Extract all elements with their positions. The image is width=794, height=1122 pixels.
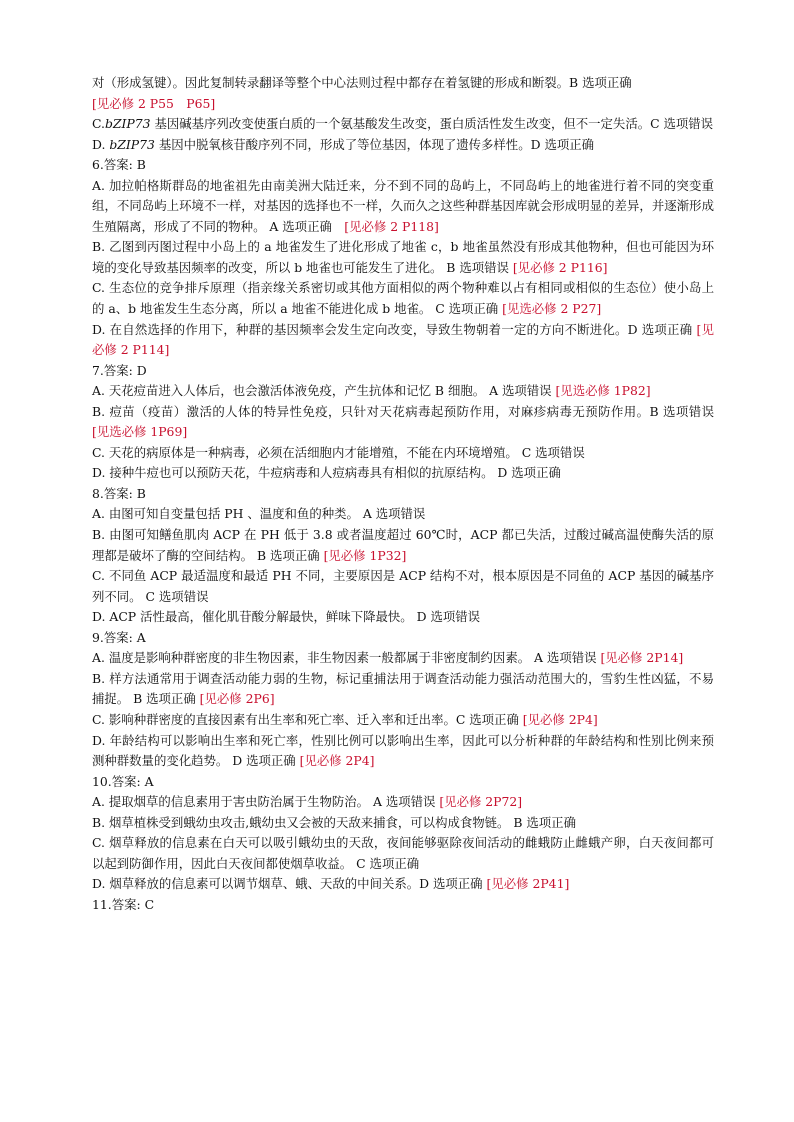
- q6-c-text: C. 生态位的竞争排斥原理（指亲缘关系密切或其他方面相似的两个物种难以占有相同或相似的生态位）使小岛上的 a、b 地雀发生生态分离，所以 a 地雀不能进化成 b 地雀。 C 选项正确: [92, 280, 714, 317]
- q5-option-d: [92, 135, 714, 156]
- q6-a-ref: [见必修 2 P118]: [344, 218, 439, 234]
- q10-a-text: A. 提取烟草的信息素用于害虫防治属于生物防治。 A 选项错误: [92, 794, 440, 810]
- q9-a-text: A. 温度是影响种群密度的非生物因素，非生物因素一般都属于非密度制约因素。 A 选项错误: [92, 650, 601, 666]
- q11-answer: 11.答案: C: [92, 896, 155, 912]
- q8-option-d: D. ACP 活性最高，催化肌苷酸分解最快，鲜味下降最快。 D 选项错误: [92, 609, 481, 625]
- q9-c-ref: [见必修 2P4]: [522, 711, 598, 727]
- q10-d-text: D. 烟草释放的信息素可以调节烟草、蛾、天敌的中间关系。D 选项正确: [92, 876, 487, 892]
- q5-c-text: 基因碱基序列改变使蛋白质的一个氨基酸发生改变，蛋白质活性发生改变，但不一定失活。C 选项错误: [150, 116, 714, 132]
- q10-d-ref: [见必修 2P41]: [486, 876, 570, 892]
- q10-option-b: B. 烟草植株受到蛾幼虫攻击,蛾幼虫又会被的天敌来捕食，可以构成食物链。 B 选项正确: [92, 814, 576, 830]
- q9-a-ref: [见必修 2P14]: [600, 650, 684, 666]
- q7-b-text: B. 痘苗（疫苗）激活的人体的特异性免疫，只针对天花病毒起预防作用，对麻疹病毒无预防作用。B 选项错误: [92, 403, 727, 419]
- q9-d-text: D. 年龄结构可以影响出生率和死亡率，性别比例可以影响出生率，因此可以分析种群的年龄结构和性别比例来预测种群数量的变化趋势。 D 选项正确: [92, 732, 714, 769]
- q10-answer: 10.答案: A: [92, 773, 154, 789]
- q6-option-a: [92, 176, 714, 238]
- q8-option-c: C. 不同鱼 ACP 最适温度和最适 PH 不同，主要原因是 ACP 结构不对，根本原因是不同鱼的 ACP 基因的碱基序列不同。 C 选项错误: [92, 568, 714, 604]
- q5-c-gene-name: bZIP73: [104, 116, 151, 132]
- q6-a-text: A. 加拉帕格斯群岛的地雀祖先由南美洲大陆迁来，分不到不同的岛屿上，不同岛屿上的地雀进行着不同的突变重组，不同岛屿上环境不一样，对基因的选择也不一样，久而久之这些种群基因库就会形成明显的差异，并逐渐形成生殖隔离，形成了不同的物种。 A 选项正确: [92, 177, 714, 234]
- q10-a-ref: [见必修 2P72]: [439, 794, 523, 810]
- q10-option-a: [92, 792, 714, 813]
- q5-c-prefix: C.: [92, 116, 105, 132]
- q5-b-tail-text: 对（形成氢键）。因此复制转录翻译等整个中心法则过程中都存在着氢键的形成和断裂。B 选项正确: [92, 75, 632, 90]
- q9-d-ref: [见必修 2P4]: [299, 753, 375, 769]
- q6-option-d: [92, 320, 714, 361]
- q7-option-c: C. 天花的病原体是一种病毒，必须在活细胞内才能增殖，不能在内环境增殖。 C 选项错误: [92, 444, 585, 460]
- q6-d-ref: [见必修 2 P114]: [92, 321, 714, 358]
- q5-option-c: [92, 114, 714, 135]
- q7-a-ref: [见选必修 1P82]: [555, 383, 651, 399]
- q9-option-c: [92, 710, 714, 731]
- q6-c-ref: [见选必修 2 P27]: [502, 301, 602, 317]
- q10-option-c: C. 烟草释放的信息素在白天可以吸引蛾幼虫的天敌，夜间能够驱除夜间活动的雌蛾防止雌蛾产卵，白天夜间都可以起到防御作用，因此白天夜间都使烟草收益。 C 选项正确: [92, 835, 714, 871]
- q9-b-text: B. 样方法通常用于调查活动能力弱的生物，标记重捕法用于调查活动能力强活动范围大的，雪豹生性凶猛，不易捕捉。 B 选项正确: [92, 670, 714, 707]
- q6-b-text: B. 乙图到丙图过程中小岛上的 a 地雀发生了进化形成了地雀 c，b 地雀虽然没有形成其他物种，但也可能因为环境的变化导致基因频率的改变，所以 b 地雀也可能发生了进化。 B 选项错误: [92, 239, 714, 275]
- q8-answer: 8.答案: B: [92, 485, 146, 501]
- q9-b-ref: [见必修 2P6]: [199, 691, 275, 707]
- q6-d-text: D. 在自然选择的作用下，种群的基因频率会发生定向改变，导致生物朝着一定的方向不断进化。D 选项正确: [92, 321, 697, 337]
- q8-option-a: A. 由图可知自变量包括 PH 、温度和鱼的种类。 A 选项错误: [92, 506, 426, 522]
- q9-answer: 9.答案: A: [92, 629, 146, 645]
- q8-b-text: B. 由图可知鳝鱼肌肉 ACP 在 PH 低于 3.8 或者温度超过 60℃时，ACP 都已失活，过酸过碱高温使酶失活的原理都是破坏了酶的空间结构。 B 选项正确: [92, 527, 714, 563]
- q5-b-ref: [见必修 2 P55 P65]: [92, 95, 216, 111]
- q7-option-a: [92, 381, 714, 402]
- q6-answer: 6.答案: B: [92, 157, 146, 173]
- q6-b-ref: [见必修 2 P116]: [512, 259, 608, 275]
- q7-answer: 7.答案: D: [92, 362, 147, 378]
- q9-c-text: C. 影响种群密度的直接因素有出生率和死亡率、迁入率和迁出率。C 选项正确: [92, 711, 523, 727]
- q8-b-ref: [见必修 1P32]: [323, 547, 407, 563]
- q6-option-c: [92, 278, 714, 319]
- q5-d-gene-name: bZIP73: [109, 136, 155, 152]
- q7-a-text: A. 天花痘苗进入人体后，也会激活体液免疫，产生抗体和记忆 B 细胞。 A 选项错误: [92, 383, 556, 399]
- q6-option-b: [92, 237, 714, 278]
- q5-d-prefix: D.: [92, 136, 110, 152]
- q5-d-text: 基因中脱氧核苷酸序列不同，形成了等位基因，体现了遗传多样性。D 选项正确: [154, 136, 595, 152]
- q5-b-tail: [92, 73, 714, 114]
- q10-option-d: [92, 874, 714, 895]
- q9-option-a: [92, 648, 714, 669]
- q9-option-d: [92, 731, 714, 772]
- q7-b-ref: [见选必修 1P69]: [92, 424, 188, 440]
- q7-option-d: D. 接种牛痘也可以预防天花，牛痘病毒和人痘病毒具有相似的抗原结构。 D 选项正确: [92, 465, 561, 481]
- q8-option-b: [92, 525, 714, 566]
- q9-option-b: [92, 669, 714, 710]
- document-page: [92, 73, 727, 915]
- q7-option-b: [92, 402, 727, 443]
